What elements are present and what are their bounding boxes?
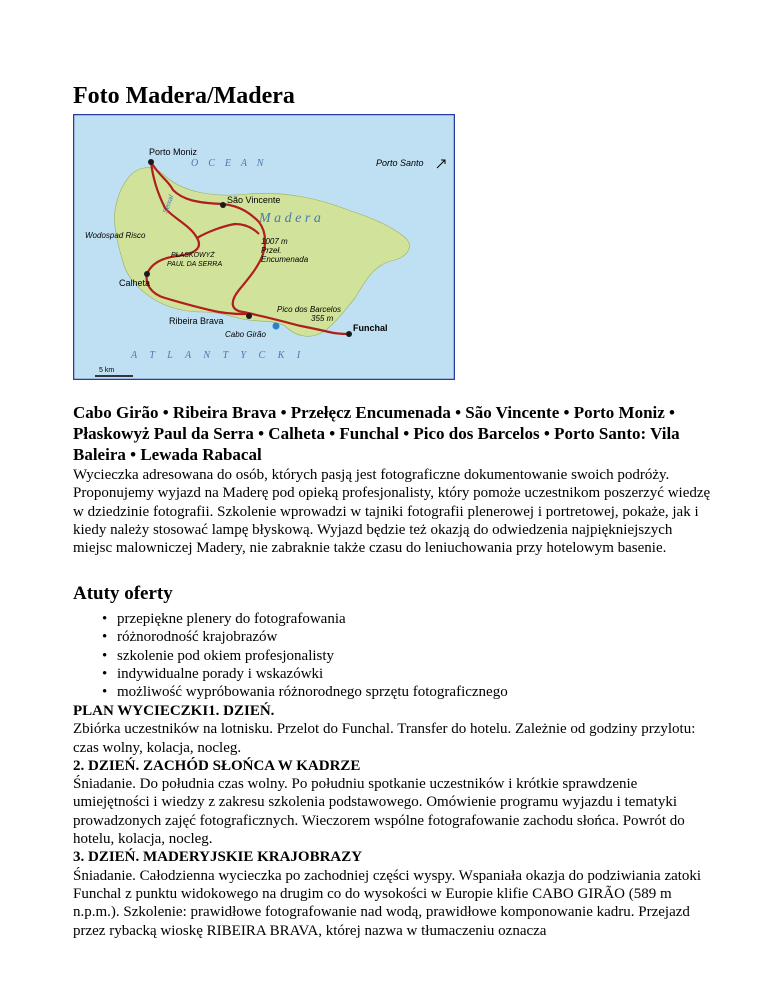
list-item (73, 665, 508, 683)
list-item-text: indywidualne porady i wskazówki (117, 665, 324, 682)
page-title: Foto Madera/Madera (73, 83, 295, 109)
list-item-text: przepiękne plenery do fotografowania (117, 611, 346, 627)
porto-moniz-dot (148, 159, 154, 165)
label-funchal: Funchal (353, 323, 388, 333)
label-cabo: Cabo Girão (225, 330, 266, 339)
plan-day-2-heading: 2. DZIEŃ. ZACHÓD SŁOŃCA W KADRZE (73, 757, 361, 774)
intro-paragraph: Wycieczka adresowana do osób, których pasją jest fotograficzne dokumentowanie swoich podróży. Proponujemy wyjazd na Maderę pod opieką profesjonalisty, który pomoże uczestnikom poszerzyć wiedzę w dziedzinie fotografii. Szkolenie wprowadzi w tajniki fotografii plenerowej i portretowej, pokaże, jak i kiedy należy stosować lampę błyskową. Wyjazd będzie też okazją do odwiedzenia najpiękniejszych miejsc malowniczej Madery, nie zabraknie także czasu do leniuchowania przy hotelowym basenie. (73, 467, 711, 557)
ribeira-brava-dot (246, 313, 252, 319)
plan-day-3-heading: 3. DZIEŃ. MADERYJSKIE KRAJOBRAZY (73, 849, 363, 866)
sao-vincente-dot (220, 202, 226, 208)
calheta-dot (144, 271, 150, 277)
label-ribeira: Ribeira Brava (169, 316, 224, 326)
label-scale: 5 km (99, 367, 115, 374)
bullet-icon: • (102, 611, 108, 627)
list-item (73, 610, 508, 628)
plan-day-3-text: Śniadanie. Całodzienna wycieczka po zachodniej części wyspy. Wspaniała okazja do podziwiania zatoki Funchal z punktu widokowego na drugim co do wysokości w Europie klifie CABO GIRÃO (589 m n.p.m.). Szkolenie: prawidłowe fotografowanie nad wodą, prawidłowe komponowanie kadru. Przejazd przez rybacką wioskę RIBEIRA BRAVA, której nazwa w tłumaczeniu oznacza (73, 867, 702, 939)
funchal-dot (346, 331, 352, 337)
label-plaskowyz-2: PAUL DA SERRA (167, 261, 223, 268)
atuty-list (73, 610, 508, 701)
bullet-icon: • (102, 647, 108, 664)
bullet-icon: • (102, 629, 108, 646)
bullet-icon: • (102, 665, 108, 682)
list-item-text: różnorodność krajobrazów (117, 629, 278, 646)
label-plaskowyz-1: PŁASKOWYŻ (171, 252, 215, 259)
list-item (73, 628, 508, 646)
label-sao-vincente: São Vincente (227, 195, 281, 205)
label-madera: M a d e r a (259, 211, 321, 226)
list-item-text: możliwość wypróbowania różnorodnego sprzętu fotograficznego (117, 684, 508, 701)
route-heading: Cabo Girão • Ribeira Brava • Przełęcz Encumenada • São Vincente • Porto Moniz • Płaskowyż Paul da Serra • Calheta • Funchal • Pico dos Barcelos • Porto Santo: Vila Baleira • Lewada Rabacal (73, 403, 680, 464)
label-seixal: Seixal (162, 194, 176, 215)
plan-day-1-heading: PLAN WYCIECZKI1. DZIEŃ. (73, 703, 275, 719)
label-ocean: O C E A N (191, 158, 264, 169)
label-porto-santo: Porto Santo (376, 158, 424, 168)
label-calheta: Calheta (119, 278, 151, 288)
label-atlantyk: A T L A N T Y C K I (131, 350, 301, 361)
bullet-icon: • (102, 684, 108, 701)
label-wodospad: Wodospad Risco (85, 231, 146, 240)
label-przel-2: Przeł. (261, 246, 282, 255)
trip-plan (73, 702, 713, 940)
label-porto-moniz: Porto Moniz (149, 147, 198, 157)
plan-day-1-text: Zbiórka uczestników na lotnisku. Przelot do Funchal. Transfer do hotelu. Zależnie od godziny przylotu: czas wolny, kolacja, nocleg. (73, 721, 696, 756)
list-item-text: szkolenie pod okiem profesjonalisty (117, 647, 335, 664)
atuty-heading: Atuty oferty (73, 583, 173, 604)
label-przel-3: Encumenada (261, 255, 309, 264)
cabo-girao-dot (273, 323, 280, 330)
label-pico-1: Pico dos Barcelos (277, 305, 342, 314)
label-przel-1: 1007 m (261, 237, 288, 246)
madeira-map (73, 114, 455, 380)
plan-day-2-text: Śniadanie. Do południa czas wolny. Po południu spotkanie uczestników i krótkie sprawdzenie umiejętności i wiedzy z zakresu szkolenia podstawowego. Omówienie programu wyjazdu i tematyki prowadzonych zajęć fotograficznych. Wieczorem wspólne fotografowanie zachodu słońca. Powrót do hotelu, kolacja, nocleg. (73, 776, 685, 848)
label-pico-2: 355 m (311, 314, 334, 323)
list-item (73, 683, 508, 701)
list-item (73, 647, 508, 665)
